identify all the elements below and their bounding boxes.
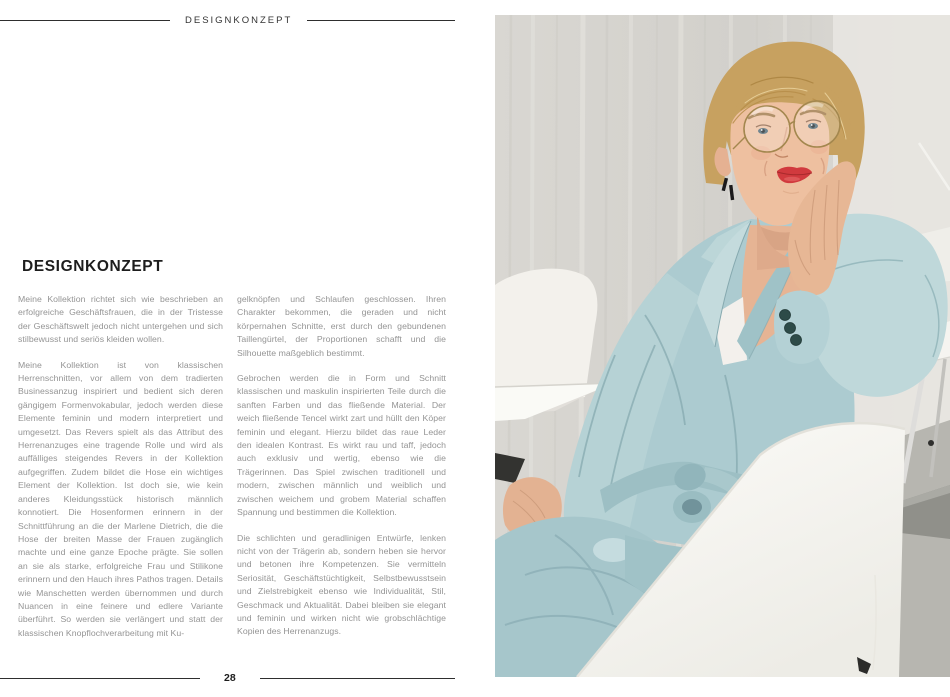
header-rule-right xyxy=(307,20,455,21)
footer-rule-right xyxy=(260,678,455,679)
paragraph: Die schlichten und geradlinigen Entwürfe, lenken nicht von der Trägerin ab, sondern heben sie hervor und betonen ihre Kompetenzen. Sie vermitteln Seriosität, Geschäftstüchtigkeit, Selbstbewusstsein und Zielstrebigkeit ebenso wie Individualität, Stil, Geschmack und Aktualität. Dabei bleiben sie elegant und feminin und wirken nicht wie grobschlächtige Kopien des Herrenanzugs. xyxy=(237,532,446,637)
text-column-2 xyxy=(237,293,446,651)
header-label: DESIGNKONZEPT xyxy=(185,14,293,26)
header-rule-left xyxy=(0,20,170,21)
running-footer xyxy=(0,671,455,685)
running-header xyxy=(0,12,455,28)
paragraph: Meine Kollektion ist von klassischen Herrenschnitten, vor allem von dem tradierten Businessanzug inspiriert und bedient sich deren gängigem Formenvokabular, jedoch werden diese Elemente feminin und modern interpretiert und umgesetzt. Das Revers spielt als das Attribut des Herrenanzuges eine tragende Rolle und wird als auffälliges steigendes Revers in der Kollektion aufgegriffen. Zudem bildet die Hose ein wichtiges Element der Kollektion. Ist doch sie, wie kein anderes Kleidungsstück historisch männlich konnotiert. Die Hosenformen erinnern in der Schnittführung an die der Marlene Dietrich, die die Hose der breiten Masse der Frauen zugänglich machte und eine ganze Epoche prägte. Sie sollen an sie als starke, erfolgreiche Frau und Stilikone erinnern und den Hauch ihres Pathos tragen. Details wie Manschetten werden übernommen und durch Nuancen in eine feinere und edlere Variante überführt. So werden sie verlängert und statt der klassischen Knopflochverarbeitung mit Ku- xyxy=(18,359,223,638)
portrait-photo-svg xyxy=(495,15,950,677)
text-column-1 xyxy=(18,293,223,652)
page-number: 28 xyxy=(224,672,236,684)
footer-rule-left xyxy=(0,678,200,679)
paragraph: Gebrochen werden die in Form und Schnitt klassischen und maskulin inspirierten Teile durch die sanften Farben und das fließende Material. Der weich fließende Tencel wirkt zart und hüllt den Köper feminin und elegant. Hierzu bildet das raue Leder den idealen Kontrast. Es wirkt rau und taff, jedoch auch exklusiv und wertig, ebenso wie die Trägerinnen. Das Spiel zwischen traditionell und modern, zwischen männlich und weiblich und zwischen weichem und grobem Material schaffen Spannung und bestimmen die Kollektion. xyxy=(237,373,446,518)
paragraph: gelknöpfen und Schlaufen geschlossen. Ihren Charakter bekommen, die geraden und nicht körpernahen Schnitte, erst durch den gebundenen Taillengürtel, der Proportionen schafft und die Silhouette maßgeblich bestimmt. xyxy=(237,294,446,358)
paragraph: Meine Kollektion richtet sich wie beschrieben an erfolgreiche Geschäftsfrauen, die in der Tristesse der Geschäftswelt jedoch nicht untergehen und sich stilbewusst und seriös kleiden wollen. xyxy=(18,294,223,345)
page-title: DESIGNKONZEPT xyxy=(22,258,164,275)
portrait-photo xyxy=(495,15,950,677)
